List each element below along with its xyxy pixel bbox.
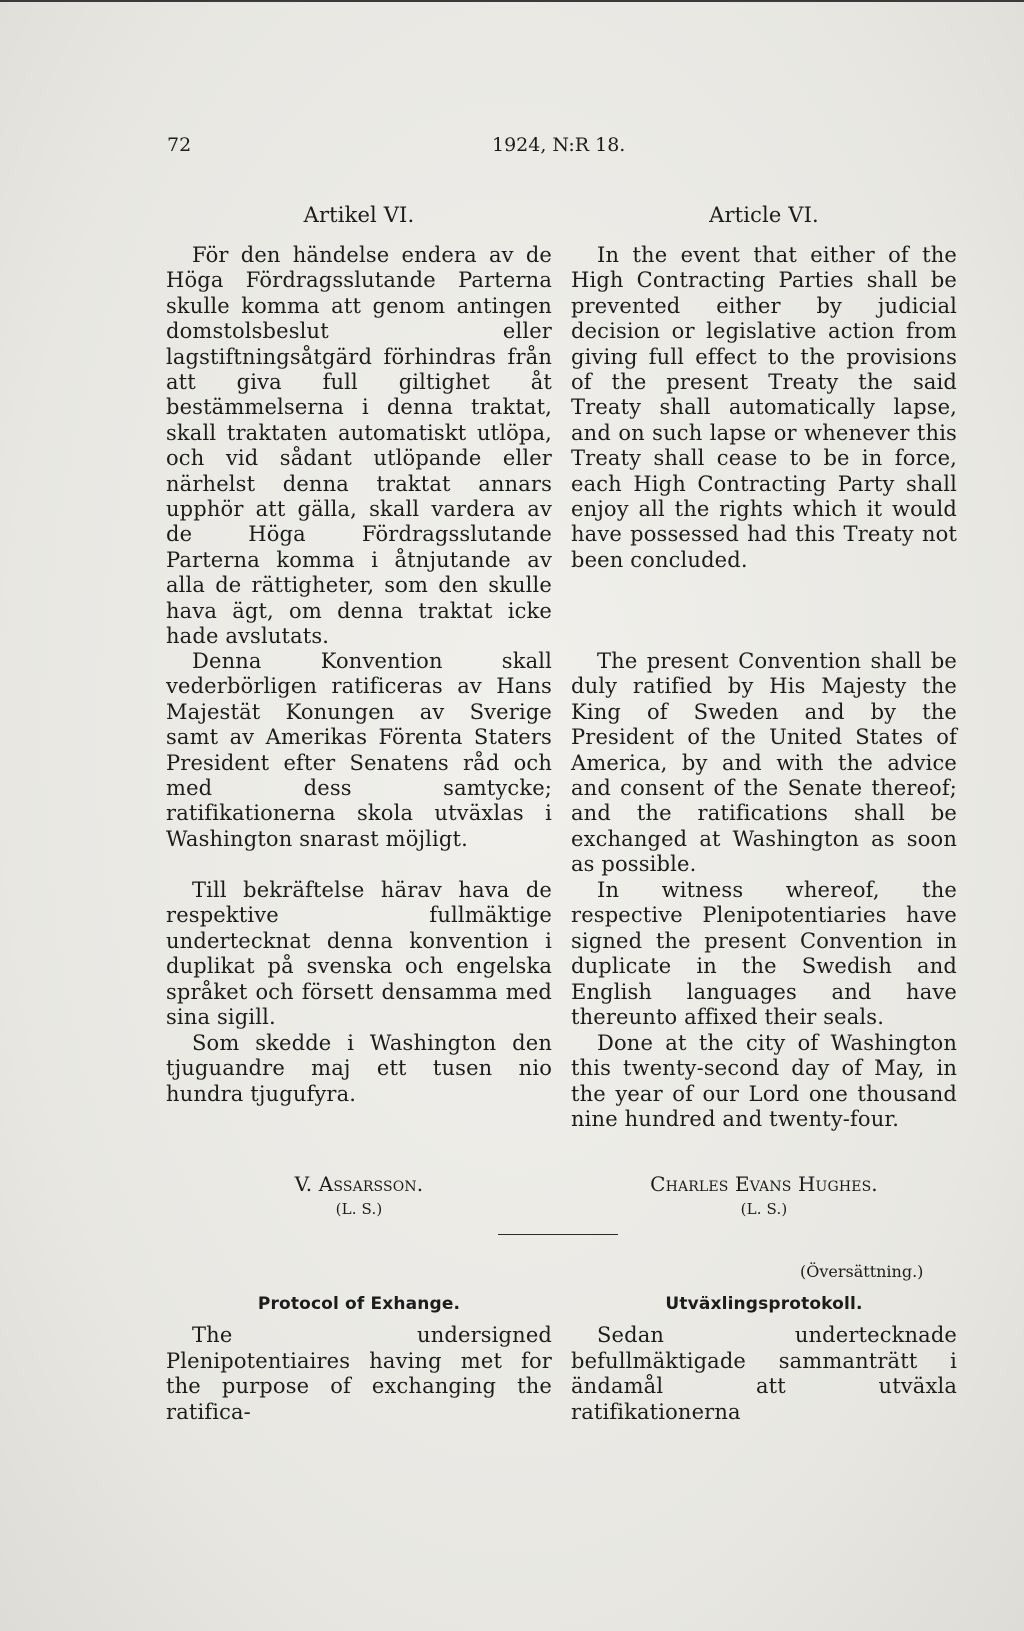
left-protocol-text: The undersigned Plenipotentiaires having met for the purpose of exchanging the ratifica- <box>166 1323 552 1424</box>
left-paragraph-3: Till bekräftelse härav hava de respektive fullmäktige undertecknat denna konvention i duplikat på svenska och engelska språket och försett densamma med sina sigill. <box>166 878 552 1030</box>
right-article-heading-block <box>571 203 957 228</box>
left-article-heading: Artikel VI. <box>303 203 415 227</box>
left-signature-block <box>166 1172 552 1223</box>
left-paragraph-2: Denna Konvention skall vederbörligen ratificeras av Hans Majestät Konungen av Sverige samt av Amerikas Förenta Staters President efter Senatens råd och med dess samtycke; ratifikationerna skola utväxlas i Washington snarast möjligt. <box>166 649 552 851</box>
left-paragraph-4: Som skedde i Washington den tjuguandre maj ett tusen nio hundra tjugufyra. <box>166 1031 552 1106</box>
left-paragraph-4-block <box>166 1031 552 1107</box>
left-article-heading-block <box>166 203 552 228</box>
left-seal: (L. S.) <box>335 1200 383 1219</box>
left-paragraph-3-block <box>166 878 552 1030</box>
right-signature-block <box>571 1172 957 1223</box>
left-paragraph-1-block <box>166 243 552 650</box>
right-protocol-text: Sedan undertecknade befullmäktigade sammanträtt i ändamål att utväxla ratifikationerna <box>571 1323 957 1424</box>
right-paragraph-3: In witness whereof, the respective Plenipotentiaries have signed the present Convention in duplicate in the Swedish and English languages and have thereunto affixed their seals. <box>571 878 957 1030</box>
left-protocol-heading: Protocol of Exhange. <box>257 1294 461 1314</box>
translation-note: (Översättning.) <box>800 1262 924 1281</box>
right-signature: Charles Evans Hughes. <box>650 1172 878 1196</box>
left-signature: V. Assarsson. <box>294 1172 424 1196</box>
left-protocol-block <box>166 1292 552 1425</box>
right-paragraph-1-block <box>571 243 957 573</box>
right-seal: (L. S.) <box>740 1200 788 1219</box>
right-paragraph-4: Done at the city of Washington this twenty-second day of May, in the year of our Lord one thousand nine hundred and twenty-four. <box>571 1031 957 1132</box>
page-number: 72 <box>167 134 192 156</box>
page-header <box>0 134 1024 160</box>
right-article-heading: Article VI. <box>709 203 819 227</box>
left-paragraph-1: För den händelse endera av de Höga Fördragsslutande Parterna skulle komma att genom antingen domstolsbeslut eller lagstiftningsåtgärd förhindras från att giva full giltighet åt bestämmelserna i denna traktat, skall traktaten automatiskt utlöpa, och vid sådant utlöpande eller närhelst denna traktat annars upphör att gälla, skall vardera av de Höga Fördragsslutande Parterna komma i åtnjutande av alla de rättigheter, som den skulle hava ägt, om denna traktat icke hade avslutats. <box>166 243 552 649</box>
right-paragraph-2-block <box>571 649 957 878</box>
right-paragraph-1: In the event that either of the High Contracting Parties shall be prevented either by judicial decision or legislative action from giving full effect to the provisions of the present Treaty the said Treaty shall automatically lapse, and on such lapse or whenever this Treaty shall cease to be in force, each High Contracting Party shall enjoy all the rights which it would have possessed had this Treaty not been concluded. <box>571 243 957 572</box>
right-paragraph-3-block <box>571 878 957 1030</box>
right-protocol-block <box>571 1292 957 1425</box>
left-paragraph-2-block <box>166 649 552 852</box>
right-protocol-heading: Utväxlingsprotokoll. <box>665 1294 863 1314</box>
right-paragraph-4-block <box>571 1031 957 1133</box>
running-head: 1924, N:R 18. <box>492 134 626 156</box>
top-border <box>0 0 1024 2</box>
right-paragraph-2: The present Convention shall be duly ratified by His Majesty the King of Sweden and by the President of the United States of America, by and with the advice and consent of the Senate thereof; and the ratifications shall be exchanged at Washington as soon as possible. <box>571 649 957 877</box>
section-divider <box>498 1234 618 1235</box>
